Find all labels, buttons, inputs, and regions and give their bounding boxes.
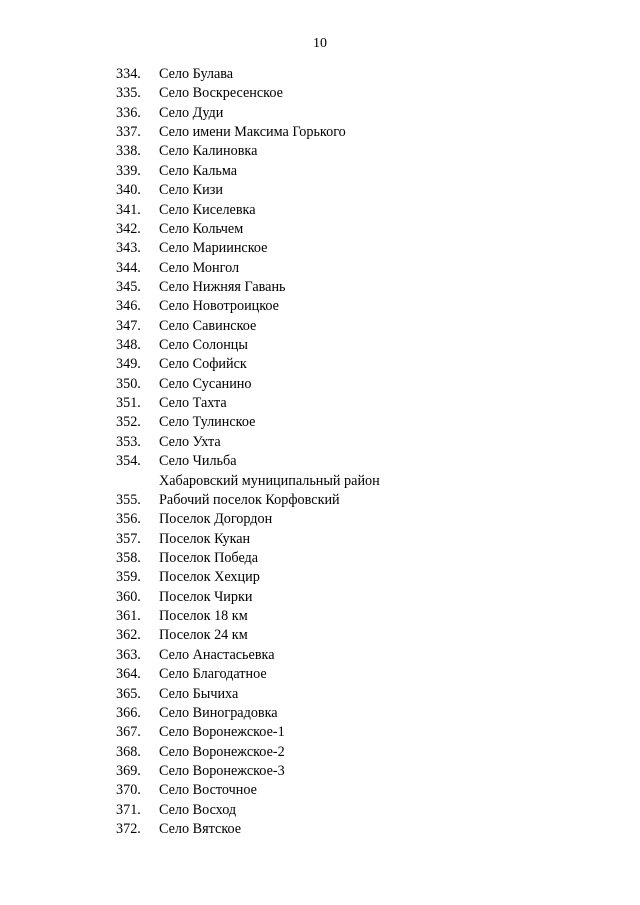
- item-name: Село Воскресенское: [159, 85, 283, 102]
- item-number: 335.: [116, 85, 141, 102]
- list-item: [0, 781, 640, 800]
- item-number: 352.: [116, 414, 141, 431]
- item-name: Село Солонцы: [159, 337, 248, 354]
- list-item: [0, 762, 640, 781]
- item-number: 363.: [116, 646, 141, 663]
- item-number: 338.: [116, 143, 141, 160]
- item-number: 342.: [116, 220, 141, 237]
- item-number: 370.: [116, 782, 141, 799]
- section-heading: [0, 472, 640, 491]
- item-number: 339.: [116, 162, 141, 179]
- item-number: 355.: [116, 491, 141, 508]
- item-name: Село Новотроицкое: [159, 298, 279, 315]
- item-name: Село Виноградовка: [159, 704, 278, 721]
- item-number: 345.: [116, 278, 141, 295]
- item-name: Село Благодатное: [159, 666, 267, 683]
- item-number: 360.: [116, 588, 141, 605]
- item-name: Село Бычиха: [159, 685, 239, 702]
- item-name: Село Нижняя Гавань: [159, 278, 286, 295]
- item-number: 340.: [116, 182, 141, 199]
- list-item: [0, 433, 640, 452]
- item-name: Поселок Победа: [159, 549, 259, 566]
- item-name: Село Кальма: [159, 162, 238, 179]
- list-item: [0, 239, 640, 258]
- list-item: [0, 375, 640, 394]
- list-item: [0, 104, 640, 123]
- list-item: [0, 259, 640, 278]
- item-name: Село Киселевка: [159, 201, 256, 218]
- item-number: 341.: [116, 201, 141, 218]
- list-item: [0, 723, 640, 742]
- item-number: 371.: [116, 801, 141, 818]
- item-name: Поселок Кукан: [159, 530, 251, 547]
- settlement-list: [0, 65, 640, 839]
- item-name: Село Булава: [159, 66, 234, 82]
- item-number: 357.: [116, 530, 141, 547]
- item-number: 350.: [116, 375, 141, 392]
- list-item: [0, 588, 640, 607]
- item-number: 334.: [116, 66, 141, 82]
- list-item: [0, 84, 640, 103]
- item-number: 366.: [116, 704, 141, 721]
- list-item: [0, 646, 640, 665]
- item-name: Село Воронежское-1: [159, 724, 285, 741]
- item-name: Поселок 24 км: [159, 627, 248, 644]
- item-number: 351.: [116, 395, 141, 412]
- item-number: 367.: [116, 724, 141, 741]
- list-item: [0, 820, 640, 839]
- item-name: Поселок 18 км: [159, 608, 248, 625]
- list-item: [0, 568, 640, 587]
- district-name: Хабаровский муниципальный район: [159, 472, 380, 489]
- list-item: [0, 510, 640, 529]
- item-number: 364.: [116, 666, 141, 683]
- list-item: [0, 201, 640, 220]
- item-number: 362.: [116, 627, 141, 644]
- item-number: 349.: [116, 356, 141, 373]
- item-number: 337.: [116, 124, 141, 141]
- item-name: Село Воронежское-2: [159, 743, 285, 760]
- item-name: Село Сусанино: [159, 375, 252, 392]
- item-number: 348.: [116, 337, 141, 354]
- list-item: [0, 355, 640, 374]
- item-name: Поселок Хехцир: [159, 569, 260, 586]
- item-number: 353.: [116, 433, 141, 450]
- list-item: [0, 530, 640, 549]
- item-number: 372.: [116, 821, 141, 838]
- list-item: [0, 685, 640, 704]
- item-name: Село Софийск: [159, 356, 247, 373]
- list-item: [0, 607, 640, 626]
- list-item: [0, 317, 640, 336]
- item-name: Село Мариинское: [159, 240, 268, 257]
- item-name: Село имени Максима Горького: [159, 124, 346, 141]
- list-item: [0, 665, 640, 684]
- list-item: [0, 413, 640, 432]
- item-number: 361.: [116, 608, 141, 625]
- list-item: [0, 162, 640, 181]
- item-number: 354.: [116, 453, 141, 470]
- item-name: Село Монгол: [159, 259, 240, 276]
- list-item: [0, 704, 640, 723]
- list-item: [0, 626, 640, 645]
- list-item: [0, 142, 640, 161]
- list-item: [0, 743, 640, 762]
- item-name: Село Воронежское-3: [159, 762, 285, 779]
- item-number: 365.: [116, 685, 141, 702]
- item-name: Поселок Чирки: [159, 588, 253, 605]
- list-item: [0, 123, 640, 142]
- list-item: [0, 549, 640, 568]
- item-name: Село Анастасьевка: [159, 646, 275, 663]
- list-item: [0, 801, 640, 820]
- list-item: [0, 452, 640, 471]
- item-number: 358.: [116, 549, 141, 566]
- item-name: Село Восход: [159, 801, 237, 818]
- item-name: Село Савинское: [159, 317, 257, 334]
- item-name: Село Восточное: [159, 782, 257, 799]
- item-number: 369.: [116, 762, 141, 779]
- item-name: Село Калиновка: [159, 143, 258, 160]
- item-number: 336.: [116, 104, 141, 121]
- item-number: 344.: [116, 259, 141, 276]
- item-name: Рабочий поселок Корфовский: [159, 491, 340, 508]
- item-name: Поселок Догордон: [159, 511, 273, 528]
- item-name: Село Ухта: [159, 433, 221, 450]
- list-item: [0, 278, 640, 297]
- item-name: Село Кизи: [159, 182, 223, 199]
- list-item: [0, 181, 640, 200]
- list-item: [0, 336, 640, 355]
- item-name: Село Тулинское: [159, 414, 256, 431]
- item-number: 368.: [116, 743, 141, 760]
- item-name: Село Вятское: [159, 821, 242, 838]
- item-number: 359.: [116, 569, 141, 586]
- item-name: Село Дуди: [159, 104, 224, 121]
- page-number: 10: [313, 36, 327, 51]
- item-name: Село Тахта: [159, 395, 227, 412]
- list-item: [0, 394, 640, 413]
- list-item: [0, 65, 640, 84]
- list-item: [0, 491, 640, 510]
- item-name: Село Кольчем: [159, 220, 244, 237]
- list-item: [0, 220, 640, 239]
- item-number: 343.: [116, 240, 141, 257]
- list-item: [0, 297, 640, 316]
- item-number: 346.: [116, 298, 141, 315]
- item-number: 356.: [116, 511, 141, 528]
- item-name: Село Чильба: [159, 453, 237, 470]
- item-number: 347.: [116, 317, 141, 334]
